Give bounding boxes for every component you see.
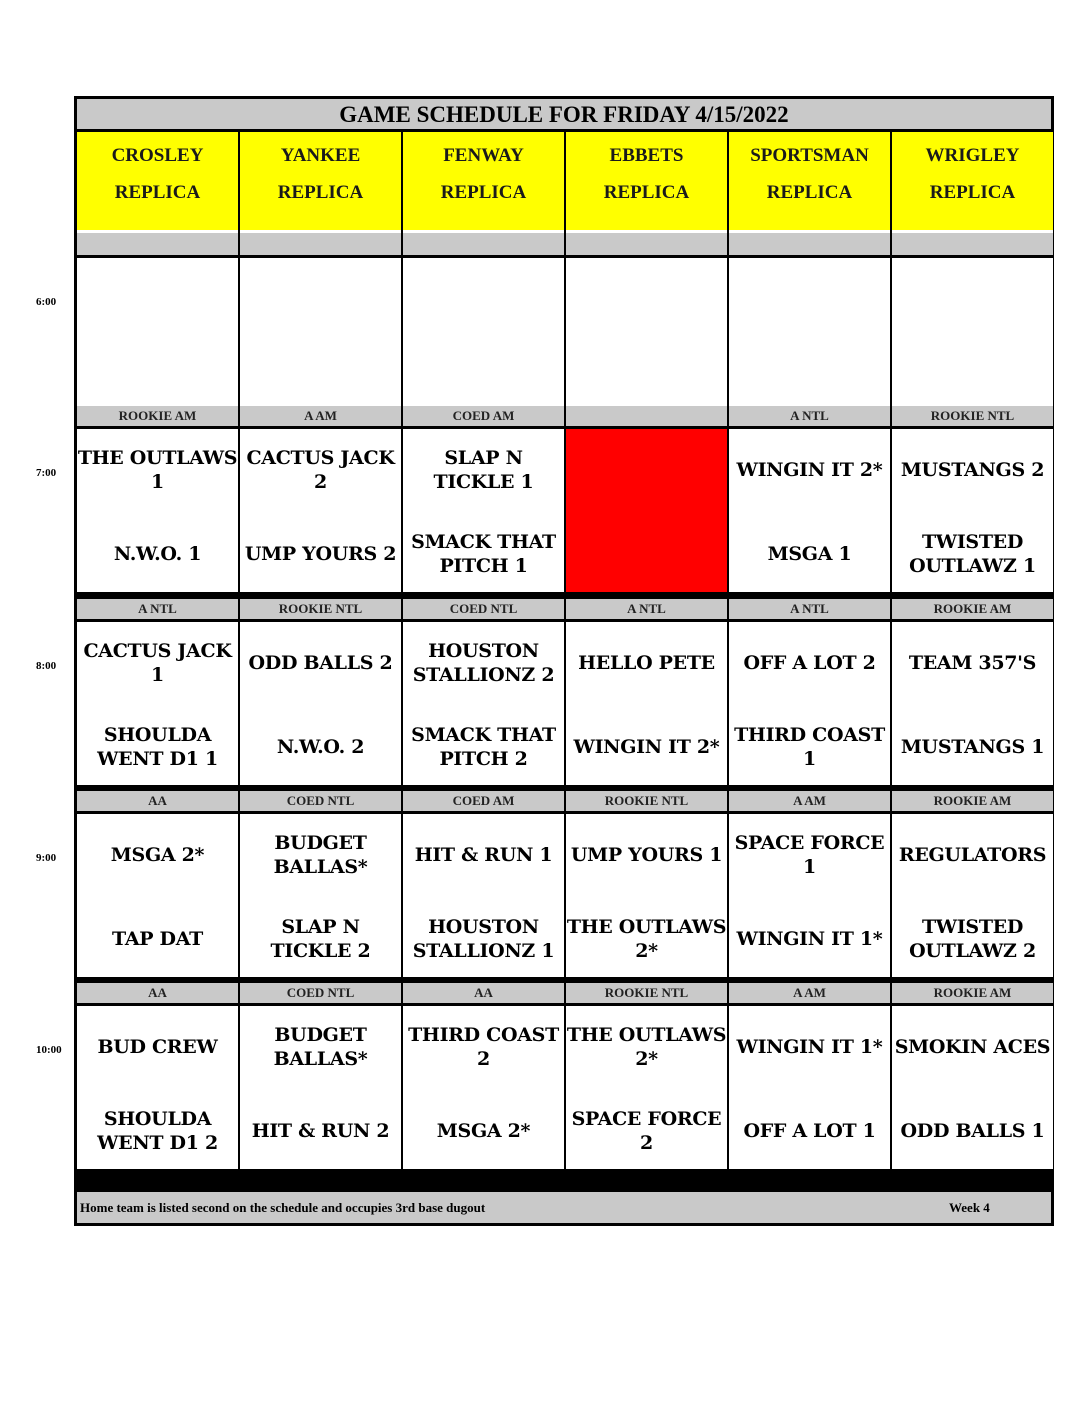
- field-subtitle: REPLICA: [277, 182, 364, 203]
- game-cell: [729, 1006, 890, 1169]
- game-cell: [892, 1006, 1053, 1169]
- game-cell: [892, 258, 1053, 421]
- division-label: [566, 406, 727, 426]
- home-team: MSGA 2*: [436, 1120, 531, 1142]
- game-cell: [566, 814, 727, 977]
- away-team: SLAP N TICKLE 1: [433, 447, 534, 493]
- game-cell: [403, 1006, 564, 1169]
- away-team: MUSTANGS 2: [900, 459, 1045, 481]
- field-subtitle: REPLICA: [440, 182, 527, 203]
- division-label: COED AM: [403, 791, 564, 811]
- home-team: HOUSTON STALLIONZ 1: [412, 916, 555, 962]
- time-label: 6:00: [36, 296, 57, 308]
- field-name-block: [729, 132, 890, 230]
- field-header-wrigley: [892, 132, 1053, 255]
- division-label: AA: [77, 983, 238, 1003]
- division-label: ROOKIE AM: [892, 599, 1053, 619]
- division-label: ROOKIE NTL: [892, 406, 1053, 426]
- away-team: WINGIN IT 2*: [736, 459, 883, 481]
- field-subtitle: REPLICA: [603, 182, 690, 203]
- away-team: BUDGET BALLAS*: [273, 1024, 368, 1070]
- game-cell: [240, 258, 401, 421]
- home-team: SMACK THAT PITCH 2: [411, 724, 556, 770]
- home-team: MUSTANGS 1: [900, 736, 1045, 758]
- game-cell: [566, 622, 727, 785]
- schedule-table: [74, 96, 1054, 1226]
- home-team: SHOULDA WENT D1 2: [97, 1108, 218, 1154]
- home-team: N.W.O. 2: [276, 736, 365, 758]
- away-team: [892, 264, 1053, 334]
- away-team: [240, 264, 401, 334]
- division-row: [77, 983, 1051, 1005]
- field-name: CROSLEY: [111, 145, 204, 166]
- division-label: ROOKIE NTL: [566, 791, 727, 811]
- home-team: SHOULDA WENT D1 1: [97, 724, 218, 770]
- home-team: WINGIN IT 1*: [736, 928, 883, 950]
- field-gray-band: [240, 233, 401, 255]
- division-label: A NTL: [729, 406, 890, 426]
- game-cell: [729, 622, 890, 785]
- division-label: ROOKIE AM: [892, 983, 1053, 1003]
- home-team: HIT & RUN 2: [251, 1120, 390, 1142]
- footer-note: Home team is listed second on the schedule and occupies 3rd base dugout: [80, 1200, 486, 1215]
- field-name-block: [240, 132, 401, 230]
- games-row: [77, 429, 1051, 592]
- division-label: A AM: [240, 406, 401, 426]
- division-label: A NTL: [566, 599, 727, 619]
- away-team: WINGIN IT 1*: [736, 1036, 883, 1058]
- field-gray-band: [892, 233, 1053, 255]
- home-team: TWISTED OUTLAWZ 2: [909, 916, 1036, 962]
- field-gray-band: [403, 233, 564, 255]
- division-label: A NTL: [729, 599, 890, 619]
- away-team: [729, 264, 890, 334]
- division-label: COED NTL: [403, 599, 564, 619]
- division-label: ROOKIE NTL: [566, 983, 727, 1003]
- game-cell: [77, 814, 238, 977]
- field-name: WRIGLEY: [925, 145, 1020, 166]
- division-label: A NTL: [77, 599, 238, 619]
- division-label: AA: [403, 983, 564, 1003]
- division-label: A AM: [729, 983, 890, 1003]
- game-cell: [403, 622, 564, 785]
- time-label: 10:00: [36, 1044, 62, 1056]
- division-label: ROOKIE NTL: [240, 599, 401, 619]
- away-team: ODD BALLS 2: [248, 652, 393, 674]
- field-name-block: [892, 132, 1053, 230]
- field-header-crosley: [77, 132, 238, 255]
- field-gray-band: [729, 233, 890, 255]
- field-header-sportsman: [729, 132, 890, 255]
- division-label: ROOKIE AM: [77, 406, 238, 426]
- games-row: [77, 258, 1051, 421]
- away-team: HELLO PETE: [578, 652, 715, 674]
- away-team: TEAM 357'S: [908, 652, 1037, 674]
- game-cell: [240, 429, 401, 592]
- division-row: [77, 599, 1051, 621]
- away-team: REGULATORS: [898, 844, 1047, 866]
- away-team: [566, 264, 727, 334]
- away-team: THIRD COAST 2: [408, 1024, 559, 1070]
- division-label: COED AM: [403, 406, 564, 426]
- games-row: [77, 1006, 1051, 1169]
- time-label: 7:00: [36, 467, 57, 479]
- field-name-block: [403, 132, 564, 230]
- home-team: N.W.O. 1: [113, 543, 202, 565]
- home-team: TWISTED OUTLAWZ 1: [909, 531, 1036, 577]
- away-team: [77, 264, 238, 334]
- away-team: BUD CREW: [97, 1036, 218, 1058]
- time-label: 9:00: [36, 852, 57, 864]
- game-cell: [240, 622, 401, 785]
- field-gray-band: [77, 233, 238, 255]
- division-label: COED NTL: [240, 983, 401, 1003]
- division-label: AA: [77, 791, 238, 811]
- home-team: MSGA 1: [767, 543, 852, 565]
- game-cell: [240, 814, 401, 977]
- division-label: ROOKIE AM: [892, 791, 1053, 811]
- home-team: UMP YOURS 2: [244, 543, 397, 565]
- game-cell: [566, 1006, 727, 1169]
- division-label: A AM: [729, 791, 890, 811]
- blocked-cell: [566, 429, 727, 592]
- footer-bar: [77, 1192, 1051, 1223]
- away-team: HIT & RUN 1: [414, 844, 553, 866]
- games-row: [77, 622, 1051, 785]
- home-team: THIRD COAST 1: [734, 724, 885, 770]
- field-header-fenway: [403, 132, 564, 255]
- field-gray-band: [566, 233, 727, 255]
- away-team: [566, 435, 727, 505]
- game-cell: [403, 814, 564, 977]
- home-team: OFF A LOT 1: [743, 1120, 876, 1142]
- field-subtitle: REPLICA: [766, 182, 853, 203]
- away-team: CACTUS JACK 1: [83, 640, 232, 686]
- home-team: ODD BALLS 1: [900, 1120, 1045, 1142]
- field-header-yankee: [240, 132, 401, 255]
- home-team: SLAP N TICKLE 2: [270, 916, 371, 962]
- field-header-ebbets: [566, 132, 727, 255]
- away-team: SPACE FORCE 1: [734, 832, 885, 878]
- away-team: [403, 264, 564, 334]
- game-cell: [240, 1006, 401, 1169]
- schedule-title: GAME SCHEDULE FOR FRIDAY 4/15/2022: [77, 99, 1051, 132]
- game-cell: [566, 258, 727, 421]
- game-cell: [403, 258, 564, 421]
- home-team: SMACK THAT PITCH 1: [411, 531, 556, 577]
- home-team: [566, 519, 727, 589]
- game-cell: [403, 429, 564, 592]
- games-row: [77, 814, 1051, 977]
- away-team: UMP YOURS 1: [570, 844, 723, 866]
- field-header-row: [77, 132, 1051, 255]
- away-team: BUDGET BALLAS*: [273, 832, 368, 878]
- away-team: MSGA 2*: [110, 844, 205, 866]
- away-team: OFF A LOT 2: [743, 652, 876, 674]
- away-team: CACTUS JACK 2: [246, 447, 395, 493]
- game-cell: [892, 429, 1053, 592]
- time-label: 8:00: [36, 660, 57, 672]
- field-name-block: [77, 132, 238, 230]
- game-cell: [77, 1006, 238, 1169]
- away-team: SMOKIN ACES: [894, 1036, 1051, 1058]
- away-team: THE OUTLAWS 2*: [566, 1024, 727, 1070]
- game-cell: [729, 429, 890, 592]
- home-team: SPACE FORCE 2: [571, 1108, 722, 1154]
- game-cell: [77, 258, 238, 421]
- home-team: THE OUTLAWS 2*: [566, 916, 727, 962]
- division-row: [77, 406, 1051, 428]
- away-team: HOUSTON STALLIONZ 2: [412, 640, 555, 686]
- away-team: THE OUTLAWS 1: [77, 447, 238, 493]
- division-label: COED NTL: [240, 791, 401, 811]
- game-cell: [729, 814, 890, 977]
- field-name: YANKEE: [280, 145, 361, 166]
- division-row: [77, 791, 1051, 813]
- home-team: TAP DAT: [112, 928, 203, 950]
- game-cell: [729, 258, 890, 421]
- field-name-block: [566, 132, 727, 230]
- game-cell: [77, 429, 238, 592]
- field-subtitle: REPLICA: [929, 182, 1016, 203]
- week-label: Week 4: [949, 1200, 990, 1215]
- game-cell: [77, 622, 238, 785]
- game-cell: [892, 814, 1053, 977]
- field-name: EBBETS: [609, 145, 684, 166]
- field-name: FENWAY: [443, 145, 524, 166]
- home-team: WINGIN IT 2*: [573, 736, 720, 758]
- game-cell: [892, 622, 1053, 785]
- field-subtitle: REPLICA: [114, 182, 201, 203]
- field-name: SPORTSMAN: [750, 145, 869, 166]
